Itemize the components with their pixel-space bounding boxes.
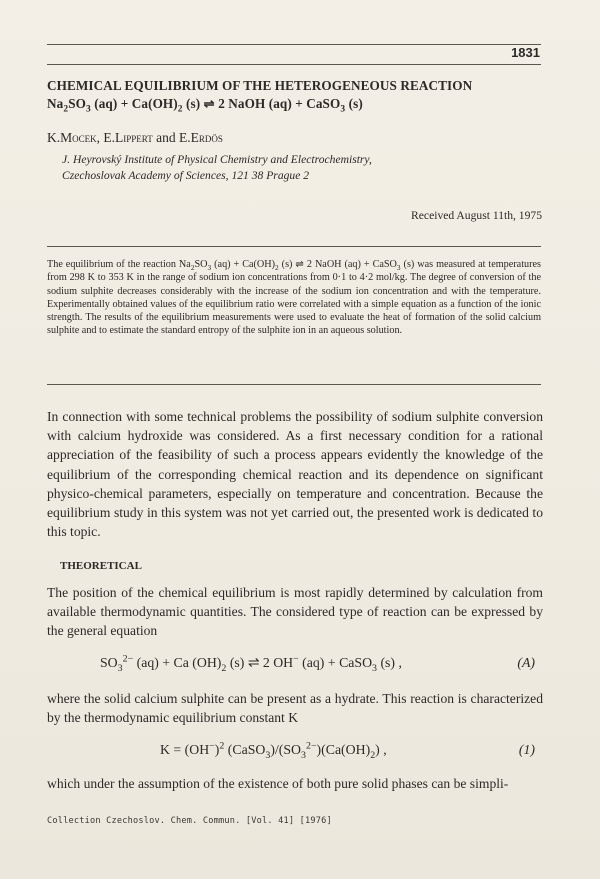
theory-paragraph-3: which under the assumption of the existence of both pure solid phases can be simpli- xyxy=(47,776,509,791)
equation-1-label: (1) xyxy=(518,742,535,757)
abstract-text: The equilibrium of the reaction $Na_2SO_3$ $(aq) + Ca(OH)_2$ (s) ⇌ 2 NaOH (aq) + CaSO$_3$ (s) was measured at temperatures from 298 K to 353 K in the range of sodium ion concentrations from 0·1 to 4·2 mol/kg. The degree of conversion of the sodium sulphite decreases considerably with the increase of the sodium ion concentration and with the temperature. Experimentally obtained values of the equilibrium ratio were correlated with a simple equation as a function of the ionic strength. The results of the equilibrium measurements were used to evaluate the heat of formation of the solid calcium sulphite and to estimate the standard entropy of the sulphite ion in an aqueous solution. xyxy=(47,259,541,337)
equation-a-expression: $SO_3^{2-}$ (aq) + Ca $(OH)_2$ (s) ⇌ 2 OH− (aq) + CaSO$_3$ (s) , xyxy=(100,653,402,674)
header-rule xyxy=(47,44,541,45)
journal-footer: Collection Czechoslov. Chem. Commun. [Vol. 41] [1976] xyxy=(47,816,332,826)
header-rule-lower xyxy=(47,64,541,65)
equation-1 xyxy=(160,740,545,761)
title-line-2: $Na_2SO_3$ $(aq) + Ca(OH)_2$ (s) ⇌ 2 NaOH (aq) + CaSO$_3$ (s) xyxy=(47,96,363,115)
author-list: K.Mocek, E.Lippert and E.Erdös xyxy=(47,130,223,145)
affiliation: J. Heyrovský Institute of Physical Chemistry and Electrochemistry, Czechoslovak Academy of Sciences, 121 38 Prague 2 xyxy=(62,153,372,182)
abstract-rule-top xyxy=(47,246,541,247)
equation-1-expression: $K = (OH^-)^2$ $(CaSO_3)/(SO_3^{2-})(Ca(OH)_2)$ , xyxy=(160,740,387,761)
intro-paragraph: In connection with some technical problems the possibility of sodium sulphite conversion with calcium hydroxide was considered. As a first necessary condition for a rational appreciation of the feasibility of such a process appears evidently the knowledge of the equilibrium of the corresponding chemical reaction and its dependence on significant physico-chemical parameters, especially on temperature and concentration. Because the equilibrium study in this system was not yet carried out, the presented work is dedicated to this topic. xyxy=(47,409,543,540)
page-number: 1831 xyxy=(511,45,540,60)
theory-paragraph-1: The position of the chemical equilibrium is most rapidly determined by calculation from available thermodynamic quantities. The considered type of reaction can be expressed by the general equation xyxy=(47,585,543,639)
title-line-1: CHEMICAL EQUILIBRIUM OF THE HETEROGENEOUS REACTION xyxy=(47,78,473,93)
equation-a xyxy=(100,653,545,674)
theory-paragraph-2: where the solid calcium sulphite can be present as a hydrate. This reaction is characterized by the thermodynamic equilibrium constant K xyxy=(47,691,543,726)
equation-a-label: (A) xyxy=(517,655,535,670)
article-title xyxy=(47,77,547,113)
received-date: Received August 11th, 1975 xyxy=(411,209,542,222)
section-heading: THEORETICAL xyxy=(60,560,142,572)
abstract-rule-bottom xyxy=(47,384,541,385)
